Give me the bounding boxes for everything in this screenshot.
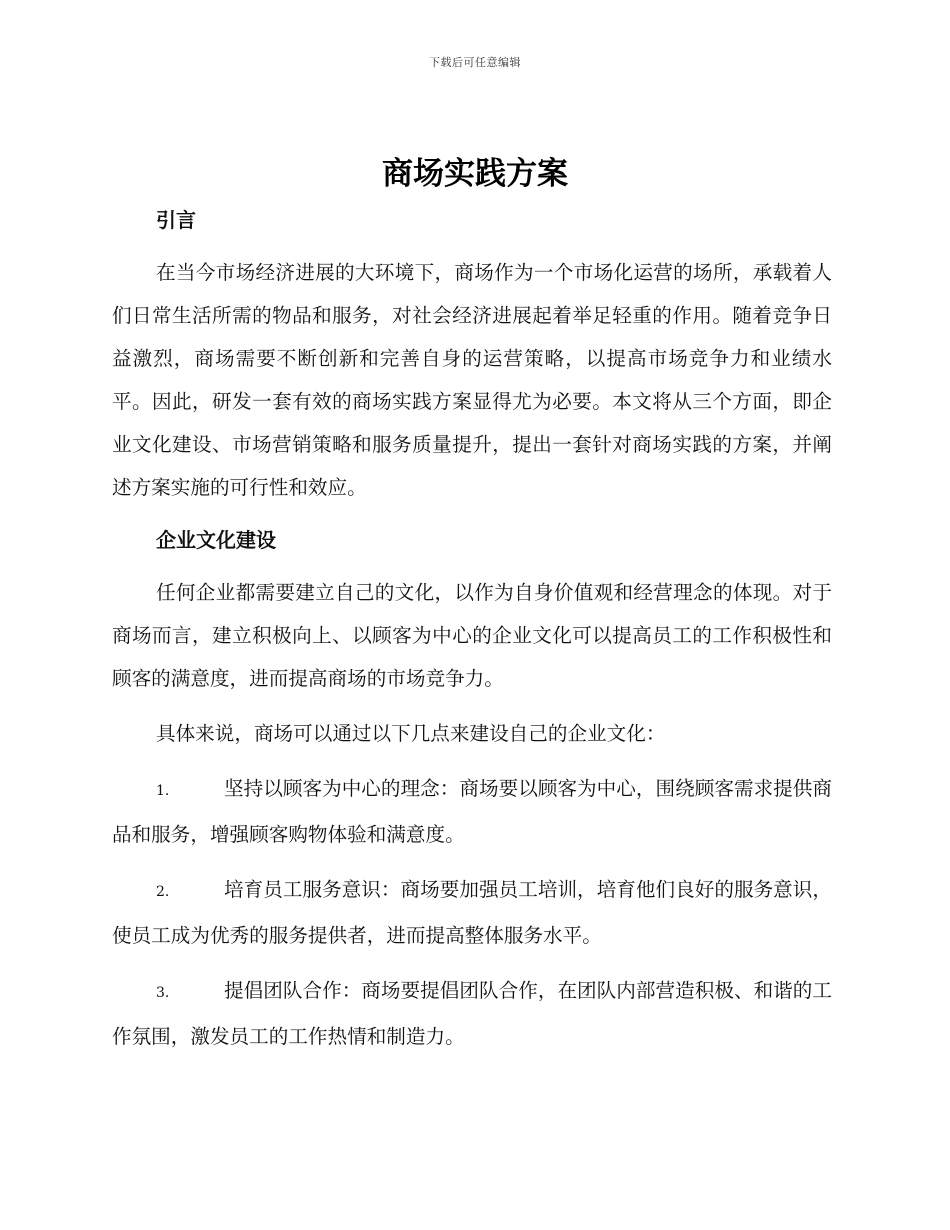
culture-list-intro: 具体来说，商场可以通过以下几点来建设自己的企业文化： xyxy=(156,722,666,745)
list-item xyxy=(112,868,832,957)
list-item-number: 3. xyxy=(156,985,170,1001)
document-title: 商场实践方案 xyxy=(382,156,568,192)
culture-paragraph: 任何企业都需要建立自己的文化，以作为自身价值观和经营理念的体现。对于商场而言，建立积极向上、以顾客为中心的企业文化可以提高员工的工作积极性和顾客的满意度，进而提高商场的市场竞争力。 xyxy=(112,581,832,690)
list-item-text: 提倡团队合作：商场要提倡团队合作，在团队内部营造积极、和谐的工作氛围，激发员工的工作热情和制造力。 xyxy=(112,979,832,1048)
section-heading-corporate-culture: 企业文化建设 xyxy=(156,528,276,552)
list-item-number: 2. xyxy=(156,884,170,900)
list-item-text: 坚持以顾客为中心的理念：商场要以顾客为中心，围绕顾客需求提供商品和服务，增强顾客购物体验和满意度。 xyxy=(112,777,832,846)
list-item-text: 培育员工服务意识：商场要加强员工培训，培育他们良好的服务意识，使员工成为优秀的服务提供者，进而提高整体服务水平。 xyxy=(112,878,832,947)
intro-paragraph: 在当今市场经济进展的大环境下，商场作为一个市场化运营的场所，承载着人们日常生活所需的物品和服务，对社会经济进展起着举足轻重的作用。随着竞争日益激烈，商场需要不断创新和完善自身的运营策略，以提高市场竞争力和业绩水平。因此，研发一套有效的商场实践方案显得尤为必要。本文将从三个方面，即企业文化建设、市场营销策略和服务质量提升，提出一套针对商场实践的方案，并阐述方案实施的可行性和效应。 xyxy=(112,261,832,499)
list-item xyxy=(112,969,832,1058)
header-note: 下载后可任意编辑 xyxy=(429,56,521,69)
section-heading-introduction: 引言 xyxy=(156,208,196,232)
document-body xyxy=(112,200,832,1058)
list-item-number: 1. xyxy=(156,783,170,799)
list-item xyxy=(112,767,832,856)
